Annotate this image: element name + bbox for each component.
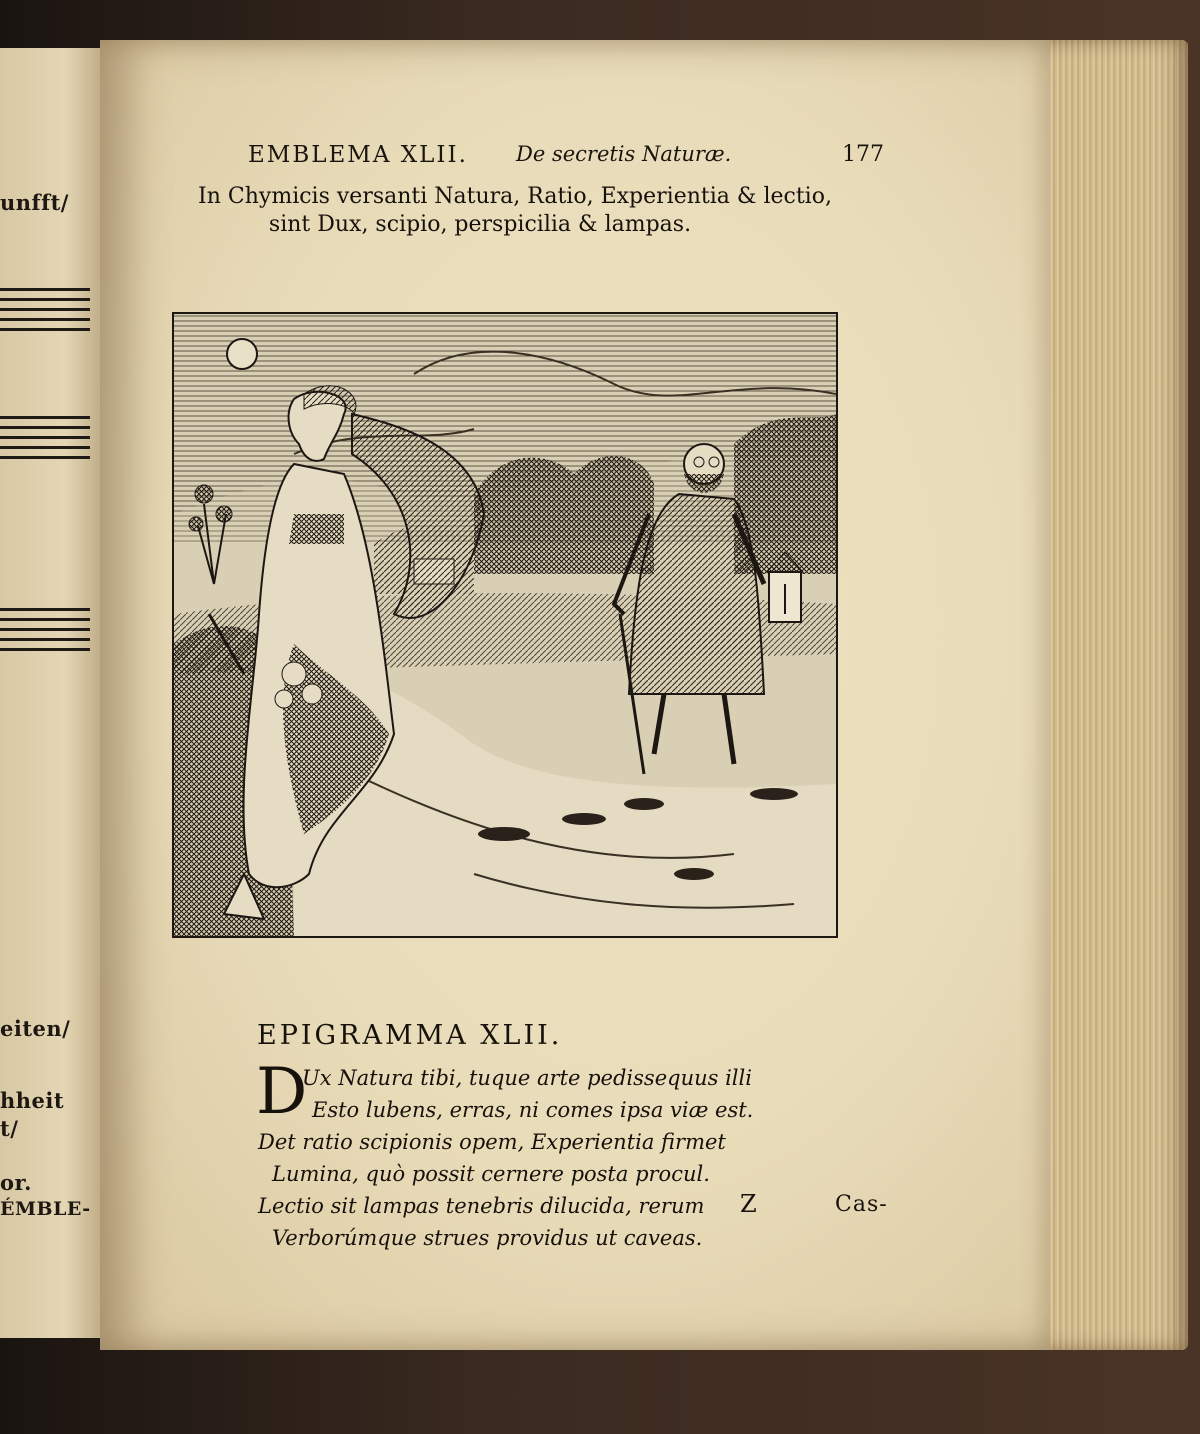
drop-cap: D (256, 1055, 308, 1129)
left-fragment: hheit (0, 1088, 65, 1113)
music-staff (0, 416, 90, 466)
page-number: 177 (842, 142, 884, 167)
motto-line: In Chymicis versanti Natura, Ratio, Experientia & lectio, (198, 184, 832, 209)
engraving-illustration (174, 314, 836, 936)
engraving-plate (172, 312, 838, 938)
verse-line: Lumina, quò possit cernere posta procul. (272, 1162, 710, 1186)
verse-line: Det ratio scipionis opem, Experientia firmet (258, 1130, 726, 1154)
running-header (248, 142, 908, 178)
verse-line: Esto lubens, erras, ni comes ipsa viæ est. (312, 1098, 754, 1122)
verse-line: Ux Natura tibi, tuque arte pedissequus illi (302, 1066, 752, 1090)
left-fragment: eiten/ (0, 1016, 71, 1041)
left-fragment: unfft/ (0, 190, 69, 215)
signature-mark: Z (740, 1190, 757, 1218)
left-fragment: t/ (0, 1116, 19, 1141)
motto-line: sint Dux, scipio, perspicilia & lampas. (268, 212, 692, 237)
page-edges (1038, 40, 1188, 1350)
show-through-text (840, 150, 1050, 1300)
left-fragment: or. (0, 1170, 32, 1195)
left-page (0, 48, 108, 1338)
music-staff (0, 288, 90, 338)
verse-line: Verborúmque strues providus ut caveas. (272, 1226, 703, 1250)
music-staff (0, 608, 90, 658)
left-fragment: ÉMBLE- (0, 1198, 91, 1220)
emblem-number: EMBLEMA XLII. (248, 142, 468, 168)
header-subtitle: De secretis Naturæ. (516, 142, 732, 166)
epigram-title: EPIGRAMMA XLII. (257, 1020, 563, 1051)
catchword: Cas- (835, 1192, 888, 1217)
verse-line: Lectio sit lampas tenebris dilucida, rerum (258, 1194, 705, 1218)
